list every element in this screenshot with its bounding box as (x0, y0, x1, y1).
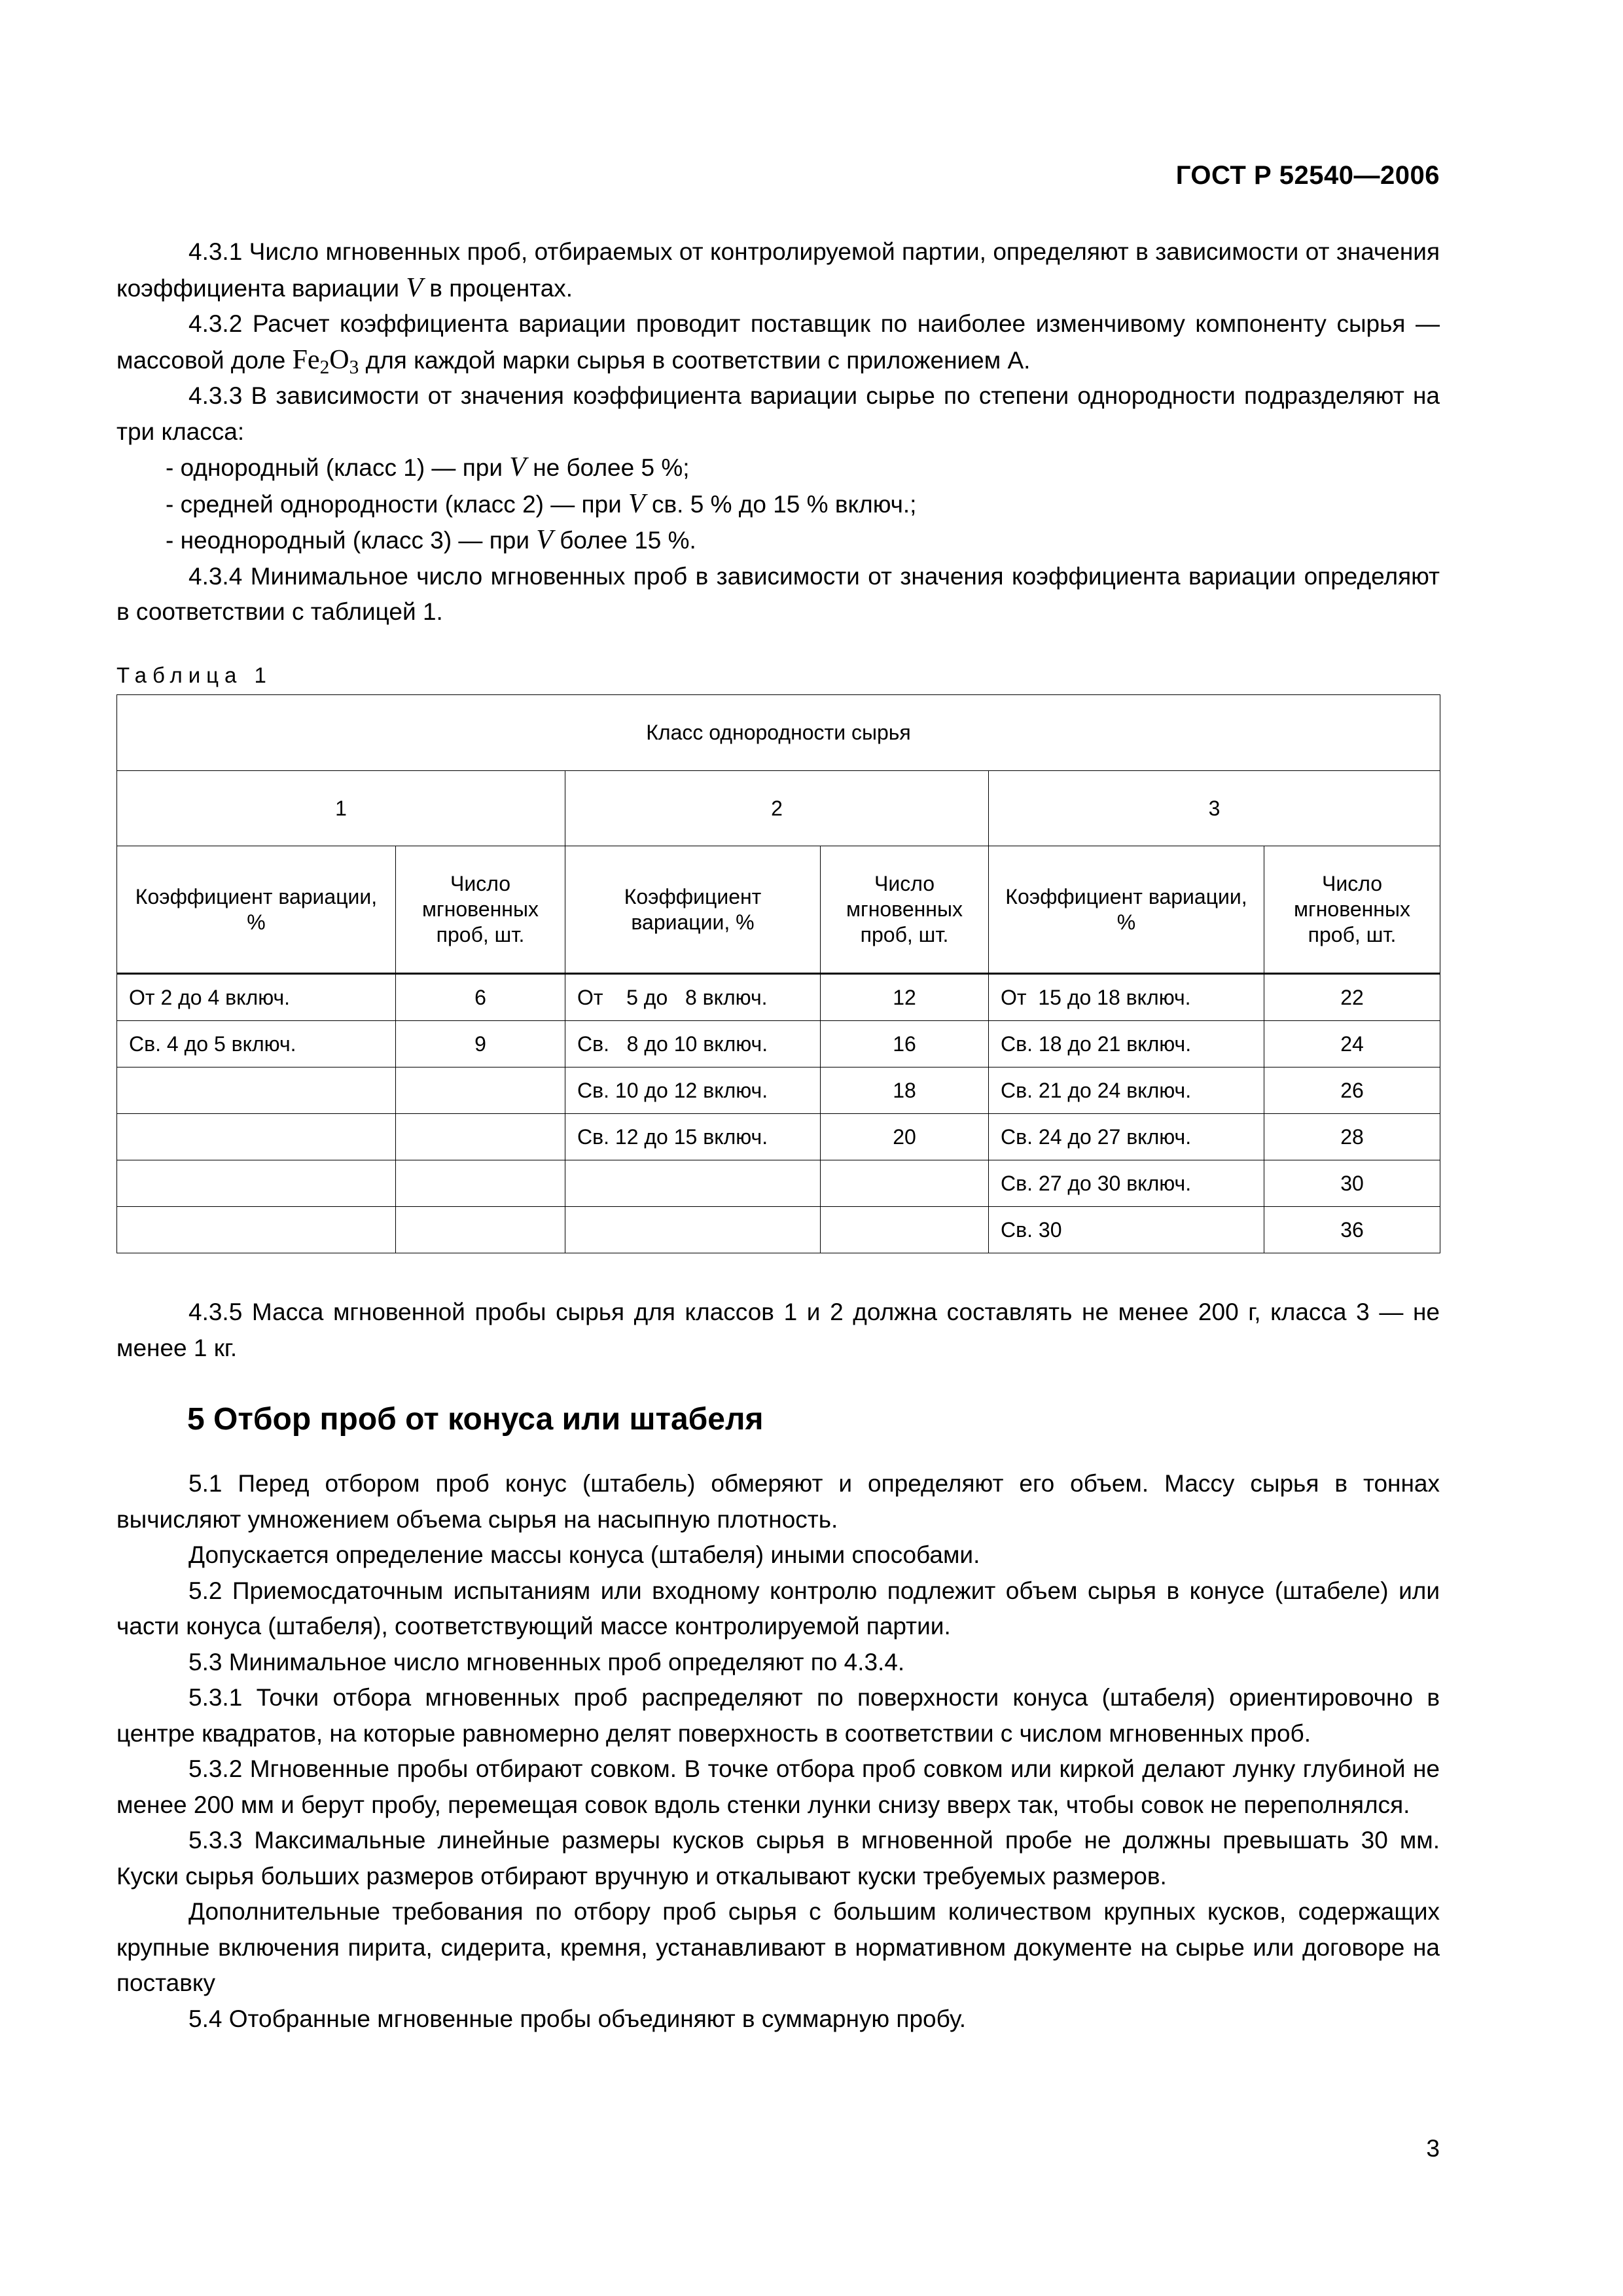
table-cell (396, 1067, 565, 1114)
table-cell: Св. 18 до 21 включ. (989, 1021, 1264, 1067)
table-cell (396, 1114, 565, 1160)
table-cell: 20 (821, 1114, 989, 1160)
section-5-body (116, 1466, 1440, 2037)
table-cell: Св. 27 до 30 включ. (989, 1160, 1264, 1207)
list-item: - однородный (класс 1) — при V не более 5 %; (166, 452, 690, 482)
paragraph-4-3-5: 4.3.5 Масса мгновенной пробы сырья для классов 1 и 2 должна составлять не менее 200 г, класса 3 — не менее 1 кг. (116, 1299, 1440, 1361)
table-cell: 16 (821, 1021, 989, 1067)
table-cell: 26 (1264, 1067, 1440, 1114)
table-cell: 12 (821, 974, 989, 1021)
table-row (117, 974, 1440, 1021)
table-row (117, 1160, 1440, 1207)
table-cell (117, 1207, 396, 1253)
table-cell: Св. 21 до 24 включ. (989, 1067, 1264, 1114)
variable-v: V (509, 452, 526, 482)
table-1 (116, 694, 1440, 1253)
table-cell: 9 (396, 1021, 565, 1067)
table-cell: 18 (821, 1067, 989, 1114)
table-cell: От 5 до 8 включ. (565, 974, 821, 1021)
table-row (117, 1021, 1440, 1067)
paragraph: 5.3.3 Максимальные линейные размеры кусков сырья в мгновенной пробе не должны превышать 30 мм. Куски сырья больших размеров отбирают вручную и откалывают куски требуемых размеров. (116, 1827, 1440, 1890)
paragraph: 5.1 Перед отбором проб конус (штабель) обмеряют и определяют его объем. Массу сырья в тоннах вычисляют умножением объема сырья на насыпную плотность. (116, 1470, 1440, 1533)
table-row (117, 1067, 1440, 1114)
table-cell: Св. 10 до 12 включ. (565, 1067, 821, 1114)
column-header-count: Число мгновенных проб, шт. (821, 846, 989, 974)
table-cell (396, 1160, 565, 1207)
table-cell: Св. 4 до 5 включ. (117, 1021, 396, 1067)
paragraph-block-4-3-5 (116, 1295, 1440, 1366)
variable-v: V (628, 488, 645, 519)
table-cell: Св. 24 до 27 включ. (989, 1114, 1264, 1160)
paragraph-4-3-3: 4.3.3 В зависимости от значения коэффициента вариации сырье по степени однородности подразделяют на три класса: (116, 382, 1440, 445)
table-cell: Св. 30 (989, 1207, 1264, 1253)
table-caption: Таблица 1 (116, 663, 272, 687)
table-row (117, 1207, 1440, 1253)
variable-v: V (536, 525, 553, 555)
column-header-count: Число мгновенных проб, шт. (396, 846, 565, 974)
column-header-count: Число мгновенных проб, шт. (1264, 846, 1440, 974)
table-cell: 36 (1264, 1207, 1440, 1253)
table-cell (821, 1160, 989, 1207)
table-cell (821, 1207, 989, 1253)
column-header-coef: Коэффициент вариации, % (117, 846, 396, 974)
list-item: - средней однородности (класс 2) — при V св. 5 % до 15 % включ.; (166, 488, 917, 519)
table-cell (396, 1207, 565, 1253)
class-header-3: 3 (989, 771, 1440, 846)
table-cell: 22 (1264, 974, 1440, 1021)
list-item: - неоднородный (класс 3) — при V более 15 %. (166, 525, 696, 555)
table-row (117, 1114, 1440, 1160)
column-header-coef: Коэффициент вариации, % (565, 846, 821, 974)
section-title: 5 Отбор проб от конуса или штабеля (187, 1402, 764, 1437)
table-cell (117, 1114, 396, 1160)
variable-v: V (406, 272, 423, 303)
class-header-2: 2 (565, 771, 989, 846)
table-cell (565, 1160, 821, 1207)
page-number: 3 (1426, 2135, 1440, 2162)
table-cell: От 15 до 18 включ. (989, 974, 1264, 1021)
table-cell: 30 (1264, 1160, 1440, 1207)
paragraph: 5.3.1 Точки отбора мгновенных проб распределяют по поверхности конуса (штабеля) ориентировочно в центре квадратов, на которые равномерно делят поверхность в соответствии с числом мгновенных проб. (116, 1684, 1440, 1747)
table-cell: Св. 8 до 10 включ. (565, 1021, 821, 1067)
table-cell: От 2 до 4 включ. (117, 974, 396, 1021)
paragraph: 5.4 Отобранные мгновенные пробы объединяют в суммарную пробу. (188, 2005, 967, 2032)
paragraph-4-3-1: 4.3.1 Число мгновенных проб, отбираемых от контролируемой партии, определяют в зависимости от значения коэффициента вариации V в процентах. (116, 238, 1440, 303)
paragraph: 5.3.2 Мгновенные пробы отбирают совком. В точке отбора проб совком или киркой делают лунку глубиной не менее 200 мм и берут пробу, перемещая совок вдоль стенки лунки снизу вверх так, чтобы совок не переполнялся. (116, 1755, 1440, 1818)
table-cell (117, 1067, 396, 1114)
table-cell (565, 1207, 821, 1253)
table-cell: 28 (1264, 1114, 1440, 1160)
intro-section (116, 234, 1440, 630)
table-cell: 6 (396, 974, 565, 1021)
paragraph: 5.3 Минимальное число мгновенных проб определяют по 4.3.4. (188, 1648, 905, 1676)
table-cell: Св. 12 до 15 включ. (565, 1114, 821, 1160)
paragraph-4-3-4: 4.3.4 Минимальное число мгновенных проб в зависимости от значения коэффициента вариации определяют в соответствии с таблицей 1. (116, 562, 1440, 625)
paragraph-4-3-2: 4.3.2 Расчет коэффициента вариации проводит поставщик по наиболее изменчивому компоненту сырья — массовой доле $Fe_2O_3$ для каждой марки сырья в соответствии с приложением А. (116, 310, 1440, 378)
paragraph: Дополнительные требования по отбору проб сырья с большим количеством крупных кусков, содержащих крупные включения пирита, сидерита, кремня, устанавливают в нормативном документе на сырье или договоре на поставку (116, 1898, 1440, 1996)
paragraph: Допускается определение массы конуса (штабеля) иными способами. (188, 1541, 980, 1568)
standard-code: ГОСТ Р 52540—2006 (1175, 161, 1440, 190)
paragraph: 5.2 Приемосдаточным испытаниям или входному контролю подлежит объем сырья в конусе (штабеле) или части конуса (штабеля), соответствующий массе контролируемой партии. (116, 1577, 1440, 1640)
formula-fe2o3: $Fe_2O_3$ (292, 344, 359, 378)
table-cell (117, 1160, 396, 1207)
table-title: Класс однородности сырья (117, 695, 1440, 771)
class-header-1: 1 (117, 771, 565, 846)
column-header-coef: Коэффициент вариации, % (989, 846, 1264, 974)
table-cell: 24 (1264, 1021, 1440, 1067)
